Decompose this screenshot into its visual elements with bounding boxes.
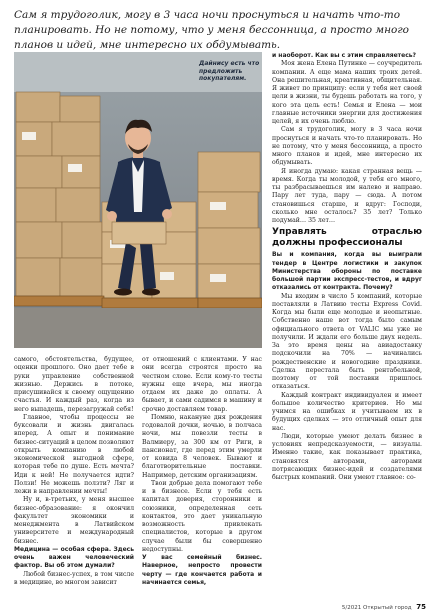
paragraph: Мы входим в число 5 компаний, которые поставляли в Латвию тесты Express Covid. Когда мы были еще молодые и неопытные. Собственно наше вот тогда было самым официального ответа от VALIC мы уже не получили. И ждали его больше двух недель. За это время цены на авиадоставку подскочили на 70% — начинались рождественские и новогодние праздники. Сделка перестала быть рентабельной, поэтому от той поставки пришлось отказаться. bbox=[272, 292, 422, 391]
section-heading: Управлять отраслью должны профессионалы bbox=[272, 227, 422, 248]
column-right bbox=[272, 52, 422, 482]
paragraph: Люди, которые умеют делать бизнес в условиях непредсказуемости, — визуалы. Именно такие, как показывает практика, становятся авторами, авторами потрясающих бизнес-идей и создателями быстрых компаний. Они умеют главное: со- bbox=[272, 432, 422, 481]
paragraph: Главное, чтобы процессы не буксовали и жизнь двигалась вперед. А опыт и понимание бизнес-ситуаций в целом позволяют открыть компанию в любой экономической выгодной сфере, которая тебе по душе. Есть мечта? Иди к ней! Не получается идти? Ползи! Не можешь ползти? Ляг и лежи в направлении мечты! bbox=[14, 413, 134, 495]
article-photo bbox=[14, 52, 262, 348]
paragraph: самого, обстоятельства, будущее, оценки прошлого. Оно дает тебе в руки управление собственной жизнью. Держись в потоке, присушивайся к своему ощущению счастья. И каждый раз, когда из него выпадешь, перезагружай себя! bbox=[14, 356, 134, 413]
paragraph: Я иногда думаю: какая странная вещь — время. Когда ты молодой, у тебя его много, ты разбрасываешься им налево и направо. Пару лет туда, пару — сюда. А потом становишься старше, и вдруг: Господи, сколько мне осталось? 35 лет? Только подумай… 35 лет… bbox=[272, 167, 422, 224]
paragraph: Моя жена Елена Путинке — соучредитель компании. А еще мама наших троих детей. Она решительная, креативная, общительная. Я живет по принципу: если у тебя нет своей цели в жизни, ты будешь работать на того, у кого эта цель есть! Семья и Елена — мои главные источники энергии для достижения целей, я их очень люблю. bbox=[272, 60, 422, 125]
column-left bbox=[14, 356, 134, 587]
paragraph: Каждый контракт индивидуален и имеет большое количество критериев. Но мы учимся на ошибках и учитываем их в будущих сделках — это отличный опыт для нас. bbox=[272, 391, 422, 432]
paragraph: Любой бизнес-успех, в том числе в медицине, во многом зависит bbox=[14, 570, 134, 586]
lead-quote: Сам я трудоголик, могу в 3 часа ночи проснуться и начать что-то планировать. Но не потому, что у меня бессонница, а просто много планов и идей, мне интересно их обдумывать. bbox=[14, 9, 410, 51]
warehouse-photo bbox=[14, 52, 262, 348]
paragraph: Сам я трудоголик, могу в 3 часа ночи проснуться и начать что-то планировать. Но не потому, что у меня бессонница, а просто много планов и идей, мне интересно их обдумывать. bbox=[272, 126, 422, 167]
interview-question: Медицина — особая сфера. Здесь очень важен человеческий фактор. Вы об этом думали? bbox=[14, 545, 134, 570]
page-footer bbox=[342, 603, 426, 611]
paragraph: Твои добрые дела помогают тебе и в бизнесе. Если у тебя есть капитал доверия, сторонники и союзники, определенная сеть контактов, это дает уникальную возможность привлекать специалистов, которые в другом случае были бы совершенно недоступны. bbox=[142, 479, 262, 553]
issue-label: 5/2021 Открытый город bbox=[341, 605, 412, 611]
photo-caption: Дайнису есть что предложить покупателям. bbox=[199, 60, 260, 82]
interview-question: Вы и компания, когда вы выиграли тендер в Центре логистики и закупок Министерства обороны по поставке большой партии экспресс-тестов, и вдруг отказались от контракта. Почему? bbox=[272, 251, 422, 292]
paragraph: Ну и, в-третьих, у меня высшее бизнес-образование: я окончил факультет экономики и менеджмента в Латвийском университете и международный бизнес. bbox=[14, 496, 134, 545]
column-middle bbox=[142, 356, 262, 587]
interview-question: и наоборот. Как вы с этим справляетесь? bbox=[272, 52, 417, 59]
paragraph: Помню, накануне дня рождения годовалой дочки, ночью, в полчаса ночи, мы повезли тесты в Валмиеру, за 300 км от Риги, в пансионат, где перед этим умерли от ковида 8 человек. Бывают и благотворительные поставки. Например, детским организациям. bbox=[142, 413, 262, 479]
interview-question: У вас семейный бизнес. Наверное, непросто провести черту — где кончается работа и начинается семья, bbox=[142, 554, 262, 586]
paragraph: от отношений с клиентами. У нас они всегда строятся просто на честном слове. Если кому-то тесты нужны еще вчера, мы иногда отдаем их даже до оплаты. А бывает, и сами садимся в машину и срочно доставляем товар. bbox=[142, 356, 262, 413]
page-number: 75 bbox=[416, 603, 426, 611]
